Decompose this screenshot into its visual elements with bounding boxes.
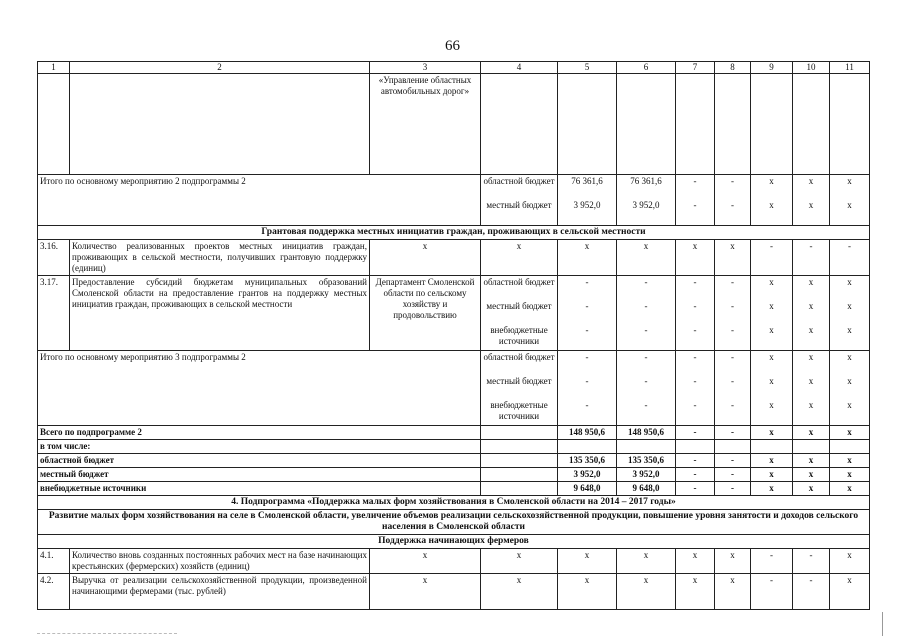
- value-cell: х: [481, 240, 558, 276]
- value-cell: х: [481, 574, 558, 610]
- value-cell: -: [693, 376, 697, 386]
- value-cell: х: [830, 426, 870, 440]
- value-cell: х: [847, 301, 852, 311]
- table-row: [38, 574, 870, 610]
- section-heading-row: [38, 510, 870, 535]
- value-cell: х: [793, 454, 830, 468]
- value-cell: -: [793, 549, 830, 574]
- row-label: областной бюджет: [38, 454, 481, 468]
- value-cell: х: [808, 176, 814, 186]
- value-cell: х: [830, 549, 870, 574]
- value-cell: 135 350,6: [617, 454, 676, 468]
- funding-source: внебюджетные источники: [490, 400, 548, 421]
- value-cell: х: [769, 176, 774, 186]
- row-number: 4.2.: [38, 574, 70, 610]
- funding-source: местный бюджет: [486, 301, 552, 311]
- value-cell: -: [793, 574, 830, 610]
- value-cell: х: [793, 468, 830, 482]
- value-cell: х: [481, 549, 558, 574]
- value-cell: х: [808, 400, 814, 410]
- value-cell: -: [731, 400, 734, 410]
- value-cell: х: [847, 176, 852, 186]
- table-row: [38, 468, 870, 482]
- col-header: 6: [617, 62, 676, 74]
- column-number-row: [38, 62, 870, 74]
- value-cell: -: [693, 352, 697, 362]
- value-cell: -: [715, 454, 751, 468]
- value-cell: -: [751, 549, 793, 574]
- value-cell: 148 950,6: [558, 426, 617, 440]
- value-cell: -: [585, 376, 589, 386]
- value-cell: х: [558, 574, 617, 610]
- value-cell: х: [751, 454, 793, 468]
- value-cell: х: [808, 352, 814, 362]
- section-heading: Поддержка начинающих фермеров: [38, 535, 870, 549]
- value-cell: х: [715, 549, 751, 574]
- table-row: [38, 351, 870, 426]
- value-cell: 3 952,0: [632, 200, 660, 210]
- value-cell: -: [644, 325, 648, 335]
- value-cell: -: [585, 277, 589, 287]
- indicator-text: Количество реализованных проектов местных инициатив граждан, проживающих в сельской местности, получивших грантовую поддержку (единиц): [70, 240, 370, 276]
- col-header: 3: [370, 62, 481, 74]
- value-cell: х: [617, 574, 676, 610]
- value-cell: -: [693, 400, 697, 410]
- value-cell: -: [676, 468, 715, 482]
- value-cell: -: [644, 376, 648, 386]
- value-cell: -: [715, 426, 751, 440]
- value-cell: х: [830, 574, 870, 610]
- value-cell: х: [830, 454, 870, 468]
- value-cell: -: [693, 325, 697, 335]
- row-number: 3.16.: [38, 240, 70, 276]
- value-cell: 76 361,6: [571, 176, 603, 186]
- value-cell: х: [808, 325, 814, 335]
- value-cell: 3 952,0: [573, 200, 601, 210]
- executor-cell: Департамент Смоленской области по сельскому хозяйству и продовольствию: [370, 276, 481, 351]
- page-number: 66: [445, 38, 460, 54]
- funding-source: областной бюджет: [483, 352, 555, 362]
- col-header: 7: [676, 62, 715, 74]
- value-cell: -: [731, 352, 734, 362]
- section-heading-row: [38, 496, 870, 510]
- table-row: [38, 426, 870, 440]
- value-cell: х: [769, 352, 774, 362]
- value-cell: х: [830, 482, 870, 496]
- value-cell: -: [830, 240, 870, 276]
- value-cell: 3 952,0: [558, 468, 617, 482]
- value-cell: х: [715, 240, 751, 276]
- value-cell: х: [847, 277, 852, 287]
- value-cell: х: [558, 549, 617, 574]
- value-cell: -: [676, 426, 715, 440]
- value-cell: -: [751, 240, 793, 276]
- section-heading: Грантовая поддержка местных инициатив граждан, проживающих в сельской местности: [38, 226, 870, 240]
- value-cell: 148 950,6: [617, 426, 676, 440]
- section-heading-row: [38, 535, 870, 549]
- value-cell: -: [644, 277, 648, 287]
- row-number: 3.17.: [38, 276, 70, 351]
- value-cell: -: [731, 176, 734, 186]
- value-cell: 3 952,0: [617, 468, 676, 482]
- table-row: [38, 276, 870, 351]
- col-header: 4: [481, 62, 558, 74]
- col-header: 8: [715, 62, 751, 74]
- value-cell: -: [715, 482, 751, 496]
- section-heading: 4. Подпрограмма «Поддержка малых форм хозяйствования в Смоленской области на 2014 – 2017 годы»: [38, 496, 870, 510]
- value-cell: -: [731, 325, 734, 335]
- row-label: в том числе:: [38, 440, 481, 454]
- value-cell: -: [585, 325, 589, 335]
- value-cell: -: [644, 352, 648, 362]
- value-cell: -: [793, 240, 830, 276]
- funding-source: местный бюджет: [486, 200, 552, 210]
- value-cell: -: [751, 574, 793, 610]
- value-cell: -: [693, 200, 697, 210]
- value-cell: х: [751, 468, 793, 482]
- value-cell: 9 648,0: [617, 482, 676, 496]
- value-cell: х: [847, 376, 852, 386]
- value-cell: х: [617, 240, 676, 276]
- value-cell: х: [793, 426, 830, 440]
- value-cell: х: [847, 352, 852, 362]
- value-cell: -: [585, 301, 589, 311]
- table-row: [38, 440, 870, 454]
- value-cell: х: [847, 400, 852, 410]
- value-cell: х: [769, 301, 774, 311]
- scan-edge-line: [882, 612, 883, 636]
- value-cell: х: [769, 277, 774, 287]
- value-cell: -: [676, 454, 715, 468]
- funding-source: местный бюджет: [486, 376, 552, 386]
- table-row: [38, 240, 870, 276]
- row-label: Итого по основному мероприятию 2 подпрограммы 2: [38, 175, 481, 226]
- funding-source: областной бюджет: [483, 277, 555, 287]
- row-label: внебюджетные источники: [38, 482, 481, 496]
- value-cell: х: [847, 200, 852, 210]
- value-cell: -: [731, 301, 734, 311]
- table-row: [38, 549, 870, 574]
- scan-artifact: [37, 627, 177, 634]
- value-cell: х: [847, 325, 852, 335]
- table-row: [38, 175, 870, 226]
- table-row: [38, 482, 870, 496]
- value-cell: -: [644, 301, 648, 311]
- row-label: Итого по основному мероприятию 3 подпрограммы 2: [38, 351, 481, 426]
- value-cell: -: [731, 277, 734, 287]
- row-label: местный бюджет: [38, 468, 481, 482]
- funding-source: внебюджетные источники: [490, 325, 548, 346]
- value-cell: х: [769, 400, 774, 410]
- value-cell: 135 350,6: [558, 454, 617, 468]
- value-cell: х: [830, 468, 870, 482]
- value-cell: -: [731, 200, 734, 210]
- value-cell: -: [585, 352, 589, 362]
- value-cell: х: [751, 426, 793, 440]
- value-cell: х: [370, 574, 481, 610]
- value-cell: -: [676, 482, 715, 496]
- indicator-text: Выручка от реализации сельскохозяйственной продукции, произведенной начинающими фермерами (тыс. рублей): [70, 574, 370, 610]
- value-cell: х: [558, 240, 617, 276]
- row-number: 4.1.: [38, 549, 70, 574]
- executor-cell: «Управление областных автомобильных дорог»: [370, 74, 481, 175]
- col-header: 1: [38, 62, 70, 74]
- value-cell: 76 361,6: [630, 176, 662, 186]
- value-cell: х: [617, 549, 676, 574]
- results-table: [37, 61, 870, 610]
- value-cell: -: [693, 301, 697, 311]
- value-cell: -: [693, 176, 697, 186]
- value-cell: -: [731, 376, 734, 386]
- row-label: Всего по подпрограмме 2: [38, 426, 481, 440]
- value-cell: х: [808, 277, 814, 287]
- section-heading-row: [38, 226, 870, 240]
- col-header: 9: [751, 62, 793, 74]
- value-cell: х: [676, 240, 715, 276]
- section-heading: Развитие малых форм хозяйствования на селе в Смоленской области, увеличение объемов реализации сельскохозяйственной продукции, повышение уровня занятости и доходов сельского населения в Смоленской области: [38, 510, 870, 535]
- value-cell: х: [370, 549, 481, 574]
- value-cell: х: [370, 240, 481, 276]
- value-cell: х: [769, 376, 774, 386]
- value-cell: х: [715, 574, 751, 610]
- value-cell: -: [715, 468, 751, 482]
- value-cell: х: [808, 200, 814, 210]
- table-row: [38, 74, 870, 175]
- value-cell: -: [644, 400, 648, 410]
- indicator-text: Предоставление субсидий бюджетам муниципальных образований Смоленской области на предоставление грантов на поддержку местных инициатив граждан, проживающих в сельской местности: [70, 276, 370, 351]
- table-row: [38, 454, 870, 468]
- value-cell: х: [676, 549, 715, 574]
- funding-source: областной бюджет: [483, 176, 555, 186]
- col-header: 2: [70, 62, 370, 74]
- col-header: 10: [793, 62, 830, 74]
- col-header: 5: [558, 62, 617, 74]
- value-cell: х: [769, 325, 774, 335]
- value-cell: х: [808, 376, 814, 386]
- value-cell: -: [585, 400, 589, 410]
- value-cell: х: [751, 482, 793, 496]
- value-cell: х: [769, 200, 774, 210]
- value-cell: х: [793, 482, 830, 496]
- value-cell: -: [693, 277, 697, 287]
- indicator-text: Количество вновь созданных постоянных рабочих мест на базе начинающих крестьянских (фермерских) хозяйств (единиц): [70, 549, 370, 574]
- col-header: 11: [830, 62, 870, 74]
- value-cell: 9 648,0: [558, 482, 617, 496]
- value-cell: х: [808, 301, 814, 311]
- value-cell: х: [676, 574, 715, 610]
